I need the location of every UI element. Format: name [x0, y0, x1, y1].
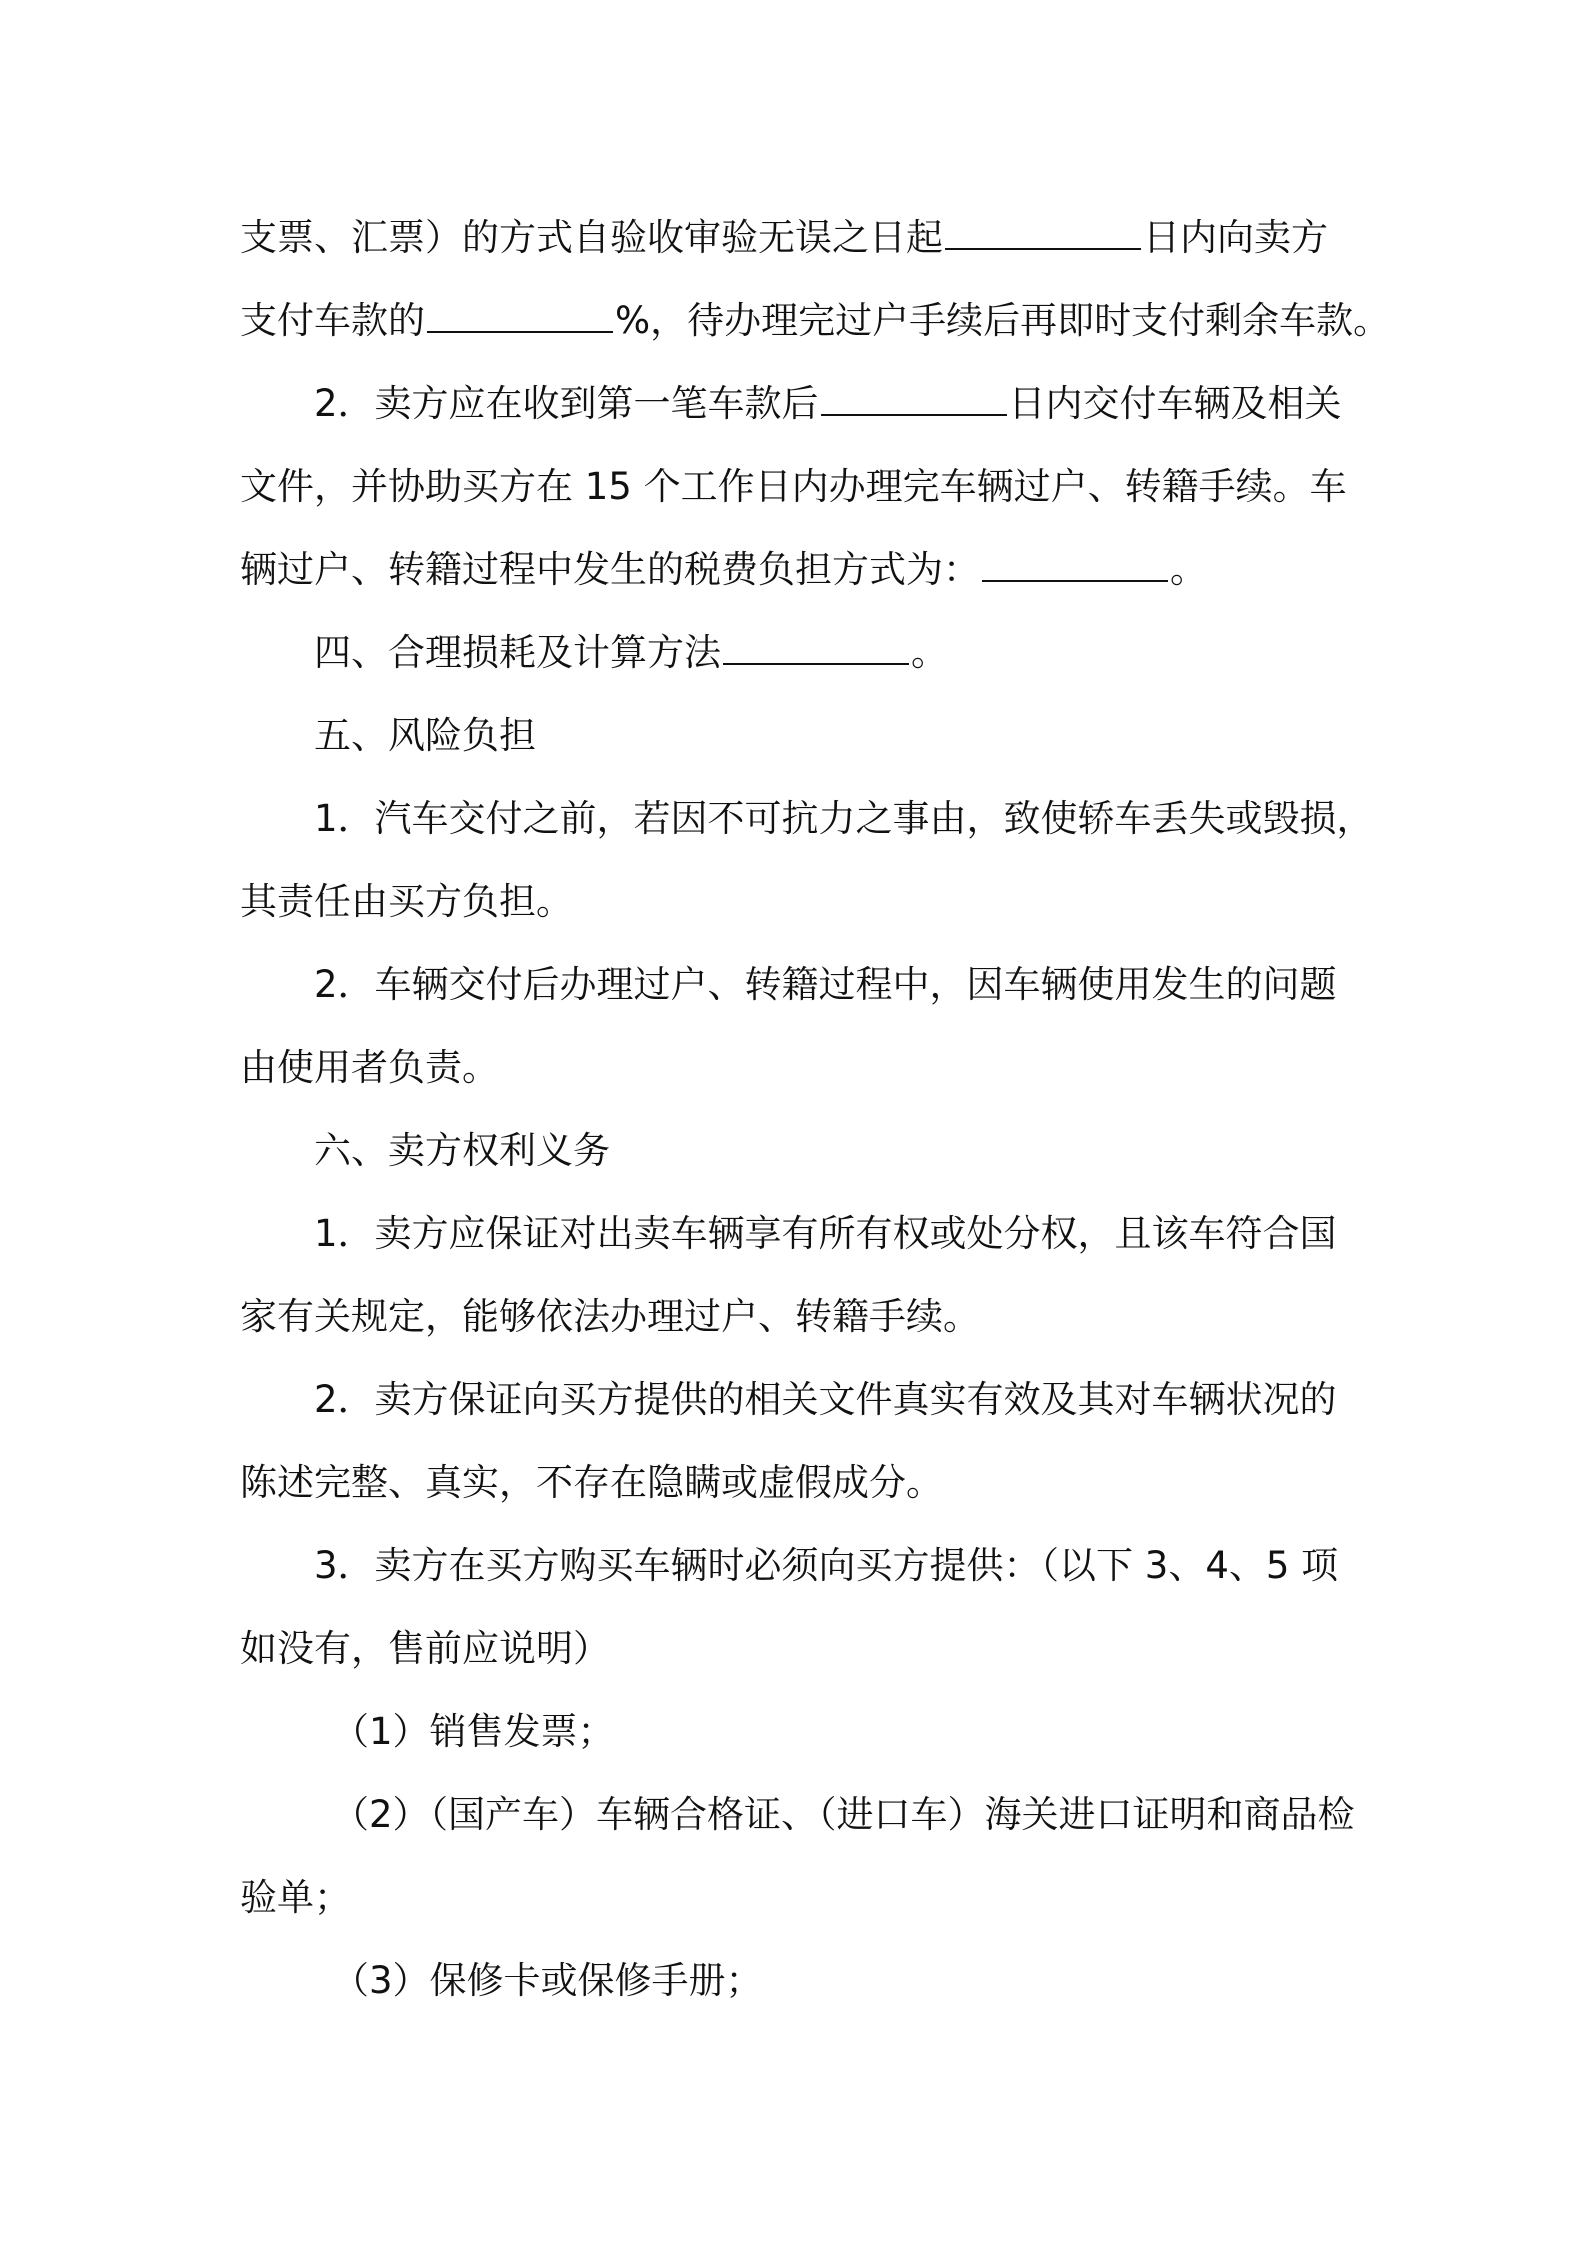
- line-text: 支付车款的: [240, 299, 425, 342]
- line-text: 。: [911, 631, 948, 674]
- line-text: %，待办理完过户手续后再即时支付剩余车款。: [615, 299, 1391, 342]
- fill-in-blank[interactable]: [982, 550, 1168, 582]
- line-text: 1．汽车交付之前，若因不可抗力之事由，致使轿车丢失或毁损，: [314, 797, 1374, 840]
- paragraph-line: [240, 279, 1391, 362]
- paragraph-line: [240, 445, 1350, 528]
- line-text: 辆过户、转籍过程中发生的税费负担方式为：: [240, 548, 980, 591]
- paragraph-line: [240, 1856, 1350, 1939]
- line-text: （1）销售发票；: [332, 1710, 615, 1753]
- paragraph-line: [240, 1607, 1350, 1690]
- line-text: 2．卖方应在收到第一笔车款后: [314, 382, 819, 425]
- line-text: 支票、汇票）的方式自验收审验无误之日起: [240, 216, 943, 259]
- line-text: （2）（国产车）车辆合格证、（进口车）海关进口证明和商品检: [332, 1793, 1355, 1836]
- paragraph-line: [240, 777, 1374, 860]
- section-heading: [240, 1109, 1350, 1192]
- line-text: 陈述完整、真实，不存在隐瞒或虚假成分。: [240, 1461, 943, 1504]
- line-text: 家有关规定，能够依法办理过户、转籍手续。: [240, 1295, 980, 1338]
- line-text: （3）保修卡或保修手册；: [332, 1959, 763, 2002]
- paragraph-line: [240, 362, 1350, 445]
- line-text: 验单；: [240, 1876, 351, 1919]
- line-text: 日内向卖方: [1143, 216, 1328, 259]
- line-text: 五、风险负担: [314, 714, 536, 757]
- fill-in-blank[interactable]: [427, 301, 613, 333]
- list-item: [240, 1939, 1350, 2022]
- line-text: 其责任由买方负担。: [240, 880, 573, 923]
- paragraph-line: [240, 196, 1350, 279]
- paragraph-line: [240, 1192, 1350, 1275]
- list-item: [240, 1690, 1350, 1773]
- line-text: 由使用者负责。: [240, 1046, 499, 1089]
- paragraph-line: [240, 1358, 1350, 1441]
- line-text: 四、合理损耗及计算方法: [314, 631, 721, 674]
- document-body: [240, 196, 1391, 2022]
- line-text: 如没有，售前应说明）: [240, 1627, 610, 1670]
- fill-in-blank[interactable]: [945, 218, 1141, 250]
- line-text: 日内交付车辆及相关: [1008, 382, 1342, 425]
- line-text: 2．卖方保证向买方提供的相关文件真实有效及其对车辆状况的: [314, 1378, 1337, 1421]
- paragraph-line: [240, 943, 1350, 1026]
- section-heading: [240, 611, 1350, 694]
- paragraph-line: [240, 1026, 1350, 1109]
- line-text: 六、卖方权利义务: [314, 1129, 610, 1172]
- line-text: 2．车辆交付后办理过户、转籍过程中，因车辆使用发生的问题: [314, 963, 1337, 1006]
- fill-in-blank[interactable]: [821, 384, 1007, 416]
- line-text: 3．卖方在买方购买车辆时必须向买方提供：（以下 3、4、5 项: [314, 1544, 1339, 1587]
- paragraph-line: [240, 528, 1350, 611]
- paragraph-line: [240, 1275, 1350, 1358]
- line-text: 文件，并协助买方在 15 个工作日内办理完车辆过户、转籍手续。车: [240, 465, 1347, 508]
- fill-in-blank[interactable]: [723, 633, 909, 665]
- paragraph-line: [240, 860, 1350, 943]
- section-heading: [240, 694, 1350, 777]
- line-text: 1．卖方应保证对出卖车辆享有所有权或处分权，且该车符合国: [314, 1212, 1337, 1255]
- line-text: 。: [1170, 548, 1207, 591]
- list-item: [240, 1773, 1355, 1856]
- paragraph-line: [240, 1524, 1350, 1607]
- paragraph-line: [240, 1441, 1350, 1524]
